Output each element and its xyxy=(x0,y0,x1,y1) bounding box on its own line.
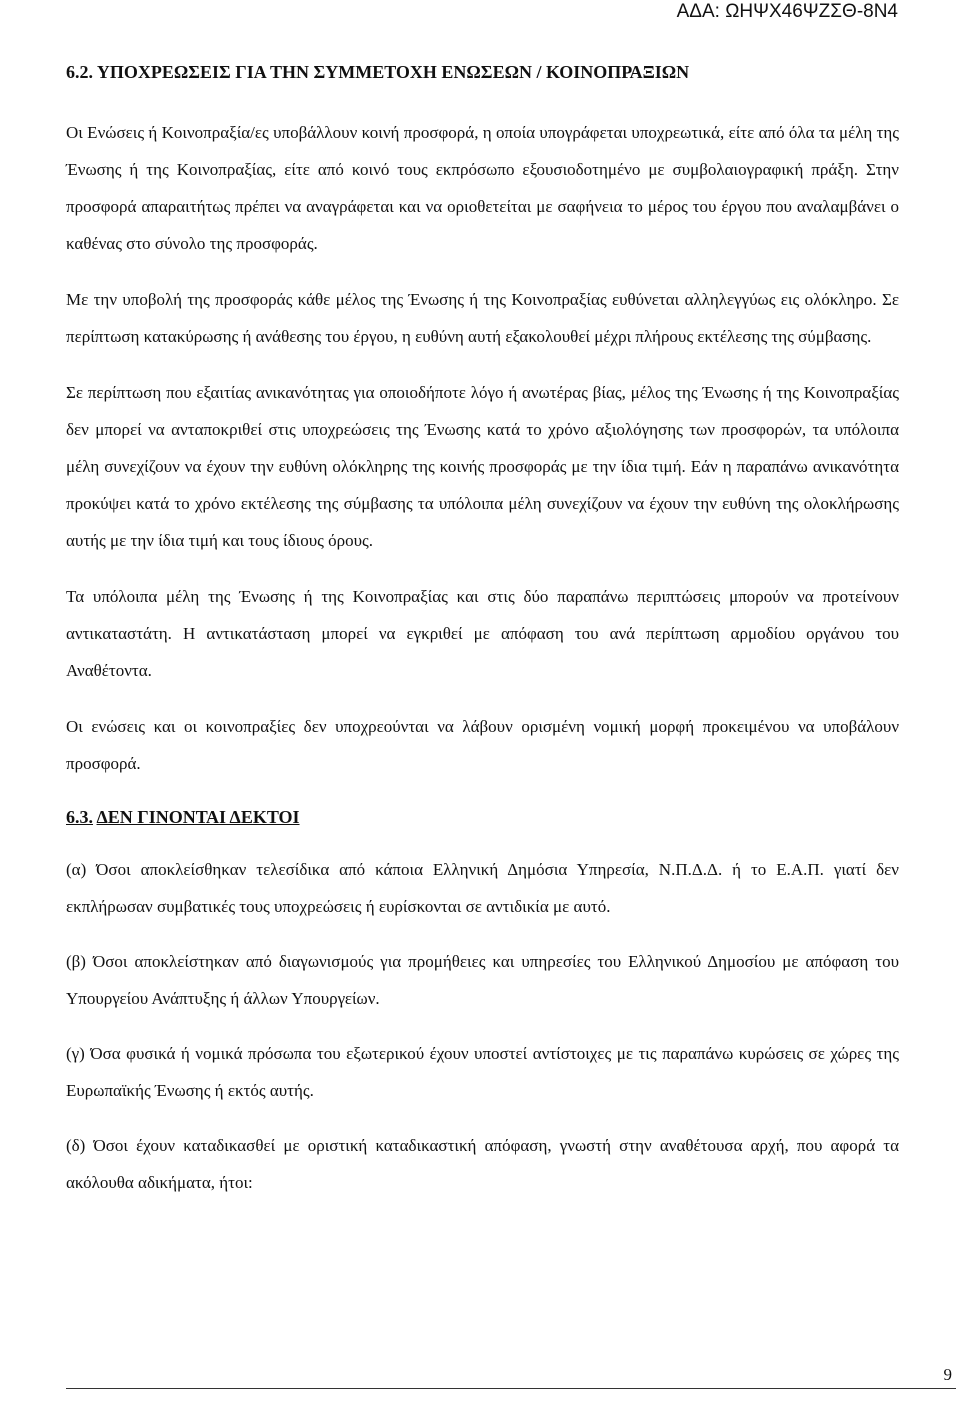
exclusion-item-c: (γ) Όσα φυσικά ή νομικά πρόσωπα του εξωτερικού έχουν υποστεί αντίστοιχες με τις παραπάνω κυρώσεις σε χώρες της Ευρωπαϊκής Ένωσης ή εκτός αυτής. xyxy=(66,1044,899,1100)
section-6-3-heading xyxy=(66,805,899,829)
paragraph-member-incapacity: Σε περίπτωση που εξαιτίας ανικανότητας για οποιοδήποτε λόγο ή ανωτέρας βίας, μέλος της Ένωσης ή της Κοινοπραξίας δεν μπορεί να ανταποκριθεί στις υποχρεώσεις της Ένωσης κατά το χρόνο αξιολόγησης των προσφορών, τα υπόλοιπα μέλη συνεχίζουν να έχουν την ευθύνη ολόκληρης της κοινής προσφοράς με την ίδια τιμή. Εάν η παραπάνω ανικανότητα προκύψει κατά το χρόνο εκτέλεσης της σύμβασης τα υπόλοιπα μέλη συνεχίζουν να έχουν την ευθύνη της ολοκλήρωσης αυτής με την ίδια τιμή και τους ίδιους όρους. xyxy=(66,383,899,550)
section-6-2-number: 6.2. xyxy=(66,62,93,82)
exclusion-item-a: (α) Όσοι αποκλείσθηκαν τελεσίδικα από κάποια Ελληνική Δημόσια Υπηρεσία, Ν.Π.Δ.Δ. ή το Ε.Α.Π. γιατί δεν εκπλήρωσαν συμβατικές τους υποχρεώσεις ή ευρίσκονται σε αντιδικία με αυτό. xyxy=(66,860,899,916)
ada-document-code: ΑΔΑ: ΩΗΨΧ46ΨΖΣΘ-8Ν4 xyxy=(676,1,898,22)
paragraph-legal-form: Οι ενώσεις και οι κοινοπραξίες δεν υποχρεούνται να λάβουν ορισμένη νομική μορφή προκειμένου να υποβάλουν προσφορά. xyxy=(66,717,899,773)
section-6-2-heading xyxy=(66,60,899,84)
section-6-2-title: ΥΠΟΧΡΕΩΣΕΙΣ ΓΙΑ ΤΗΝ ΣΥΜΜΕΤΟΧΗ ΕΝΩΣΕΩΝ / ΚΟΙΝΟΠΡΑΞΙΩΝ xyxy=(96,62,690,82)
section-6-3-title: ΔΕΝ ΓΙΝΟΝΤΑΙ ΔΕΚΤΟΙ xyxy=(96,807,300,827)
section-6-3-number: 6.3. xyxy=(66,807,93,827)
paragraph-replacement: Τα υπόλοιπα μέλη της Ένωσης ή της Κοινοπραξίας και στις δύο παραπάνω περιπτώσεις μπορούν να προτείνουν αντικαταστάτη. Η αντικατάσταση μπορεί να εγκριθεί με απόφαση του ανά περίπτωση αρμοδίου οργάνου του Αναθέτοντα. xyxy=(66,587,899,680)
exclusion-item-d: (δ) Όσοι έχουν καταδικασθεί με οριστική καταδικαστική απόφαση, γνωστή στην αναθέτουσα αρχή, που αφορά τα ακόλουθα αδικήματα, ήτοι: xyxy=(66,1136,899,1192)
exclusion-item-b: (β) Όσοι αποκλείστηκαν από διαγωνισμούς για προμήθειες και υπηρεσίες του Ελληνικού Δημοσίου με απόφαση του Υπουργείου Ανάπτυξης ή άλλων Υπουργείων. xyxy=(66,952,899,1008)
page-number: 9 xyxy=(943,1365,952,1384)
footer-divider xyxy=(66,1388,956,1389)
paragraph-joint-liability: Με την υποβολή της προσφοράς κάθε μέλος της Ένωσης ή της Κοινοπραξίας ευθύνεται αλληλεγγύως εις ολόκληρο. Σε περίπτωση κατακύρωσης ή ανάθεσης του έργου, η ευθύνη αυτή εξακολουθεί μέχρι πλήρους εκτέλεσης της σύμβασης. xyxy=(66,290,899,346)
document-body xyxy=(66,60,899,1219)
paragraph-joint-offer: Οι Ενώσεις ή Κοινοπραξία/ες υποβάλλουν κοινή προσφορά, η οποία υπογράφεται υποχρεωτικά, είτε από όλα τα μέλη της Ένωσης ή της Κοινοπραξίας, είτε από κοινό τους εκπρόσωπο εξουσιοδοτημένο με συμβολαιογραφική πράξη. Στην προσφορά απαραιτήτως πρέπει να αναγράφεται και να οριοθετείται με σαφήνεια το μέρος του έργου που αναλαμβάνει ο καθένας στο σύνολο της προσφοράς. xyxy=(66,123,899,253)
